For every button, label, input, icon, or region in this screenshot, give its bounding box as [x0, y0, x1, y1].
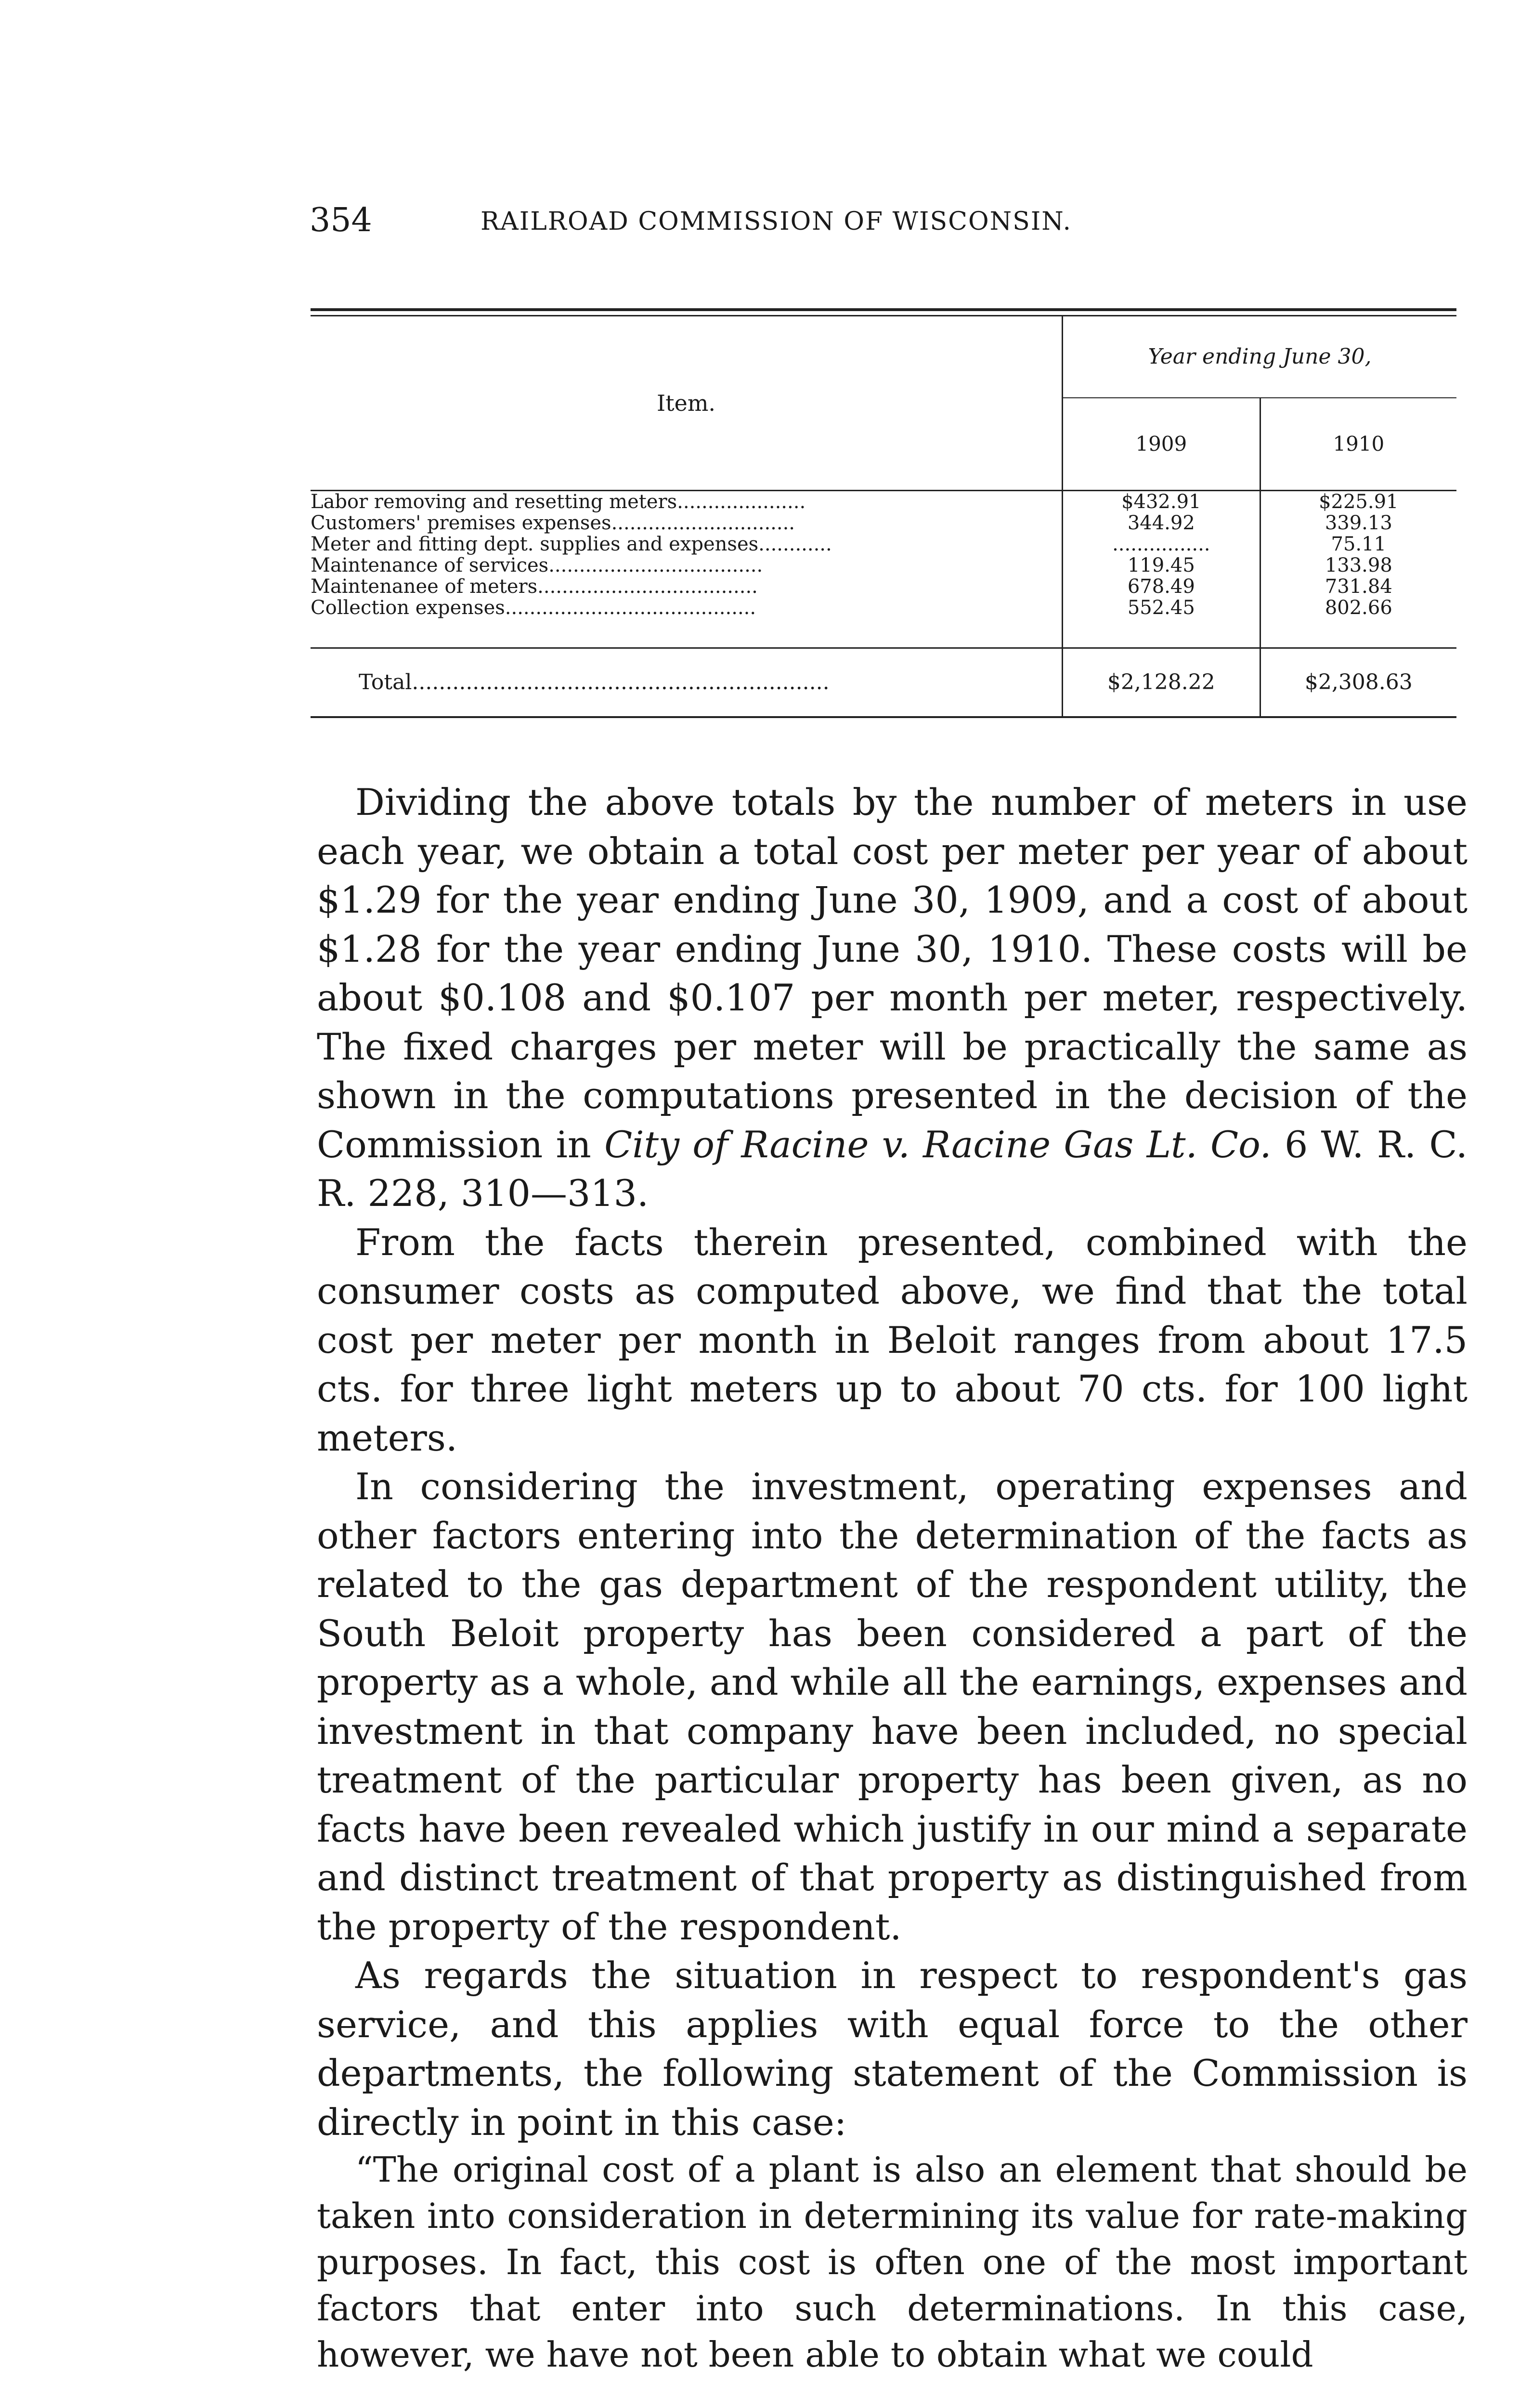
row-label: Collection expenses......................................... — [311, 597, 756, 619]
case-citation: City of Racine v. Racine Gas Lt. Co. — [604, 1123, 1272, 1166]
total-1910: $2,308.63 — [1260, 648, 1456, 717]
table-row — [311, 534, 1456, 555]
value-1909: $432.91 — [1063, 491, 1260, 513]
body-text — [317, 778, 1468, 2378]
table-row — [311, 555, 1456, 576]
value-1909: 119.45 — [1063, 555, 1260, 576]
value-1909: 344.92 — [1063, 512, 1260, 534]
paragraph: As regards the situation in respect to respondent's gas service, and this applies with equal force to the other departments, the following statement of the Commission is directly in point in this case: — [317, 1954, 1468, 2144]
paragraph: Dividing the above totals by the number of meters in use each year, we obtain a total cost per meter per year of about $1.29 for the year ending June 30, 1909, and a cost of about $1.28 for the year ending June 30, 1910. These costs will be about $0.108 and $0.107 per month per meter, respectively. The fixed charges per meter will be practically the same as shown in the computations presented in the decision of the Commission in City of Racine v. Racine Gas Lt. Co. 6 W. R. C. R. 228, 310—313. — [317, 781, 1468, 1215]
expense-table — [311, 308, 1456, 718]
table-bottom-rule — [311, 716, 1456, 718]
table-row — [311, 491, 1456, 513]
item-column-header: Item. — [311, 316, 1063, 491]
row-label: Customers' premises expenses.............................. — [311, 512, 795, 534]
value-1909: 678.49 — [1063, 576, 1260, 597]
table-row — [311, 512, 1456, 534]
value-1910: 802.66 — [1260, 597, 1456, 648]
row-label: Maintenance of services................................... — [311, 555, 763, 576]
value-1910: 731.84 — [1260, 576, 1456, 597]
paragraph: In considering the investment, operating expenses and other factors entering into the determination of the facts as related to the gas department of the respondent utility, the South Beloit property has been considered a part of the property as a whole, and while all the earnings, expenses and investment in that company have been included, no special treatment of the particular property has been given, as no facts have been revealed which justify in our mind a separate and distinct treatment of that property as distinguished from the property of the respondent. — [317, 1465, 1468, 1948]
running-head: RAILROAD COMMISSION OF WISCONSIN. — [481, 207, 1072, 236]
value-1910: 75.11 — [1260, 534, 1456, 555]
value-1909: 552.45 — [1063, 597, 1260, 648]
quotation: “The original cost of a plant is also an element that should be taken into consideration in determining its value for rate-making purposes. In fact, this cost is often one of the most important factors that enter into such determinations. In this case, however, we have not been able to obtain what we could — [317, 2149, 1468, 2375]
value-1910: 339.13 — [1260, 512, 1456, 534]
year-group-header: Year ending June 30, — [1063, 316, 1457, 398]
page-number: 354 — [310, 201, 372, 239]
table-row — [311, 576, 1456, 597]
table-row — [311, 597, 1456, 648]
row-label: Maintenanee of meters.................................... — [311, 576, 758, 597]
row-label: Meter and fitting dept. supplies and expenses............ — [311, 534, 832, 555]
paragraph: From the facts therein presented, combined with the consumer costs as computed above, we find that the total cost per meter per month in Beloit ranges from about 17.5 cts. for three light meters up to about 70 cts. for 100 light meters. — [317, 1220, 1468, 1459]
row-label: Labor removing and resetting meters..................... — [311, 491, 806, 512]
total-row — [311, 648, 1456, 717]
page-header — [0, 201, 1533, 249]
total-1909: $2,128.22 — [1063, 648, 1260, 717]
year-1910-header: 1910 — [1260, 398, 1456, 490]
value-1910: 133.98 — [1260, 555, 1456, 576]
value-1909: ................ — [1063, 534, 1260, 555]
total-label: Total.............................................................. — [311, 648, 1063, 717]
value-1910: $225.91 — [1260, 491, 1456, 513]
year-1909-header: 1909 — [1063, 398, 1260, 490]
table-top-rule — [311, 308, 1456, 316]
